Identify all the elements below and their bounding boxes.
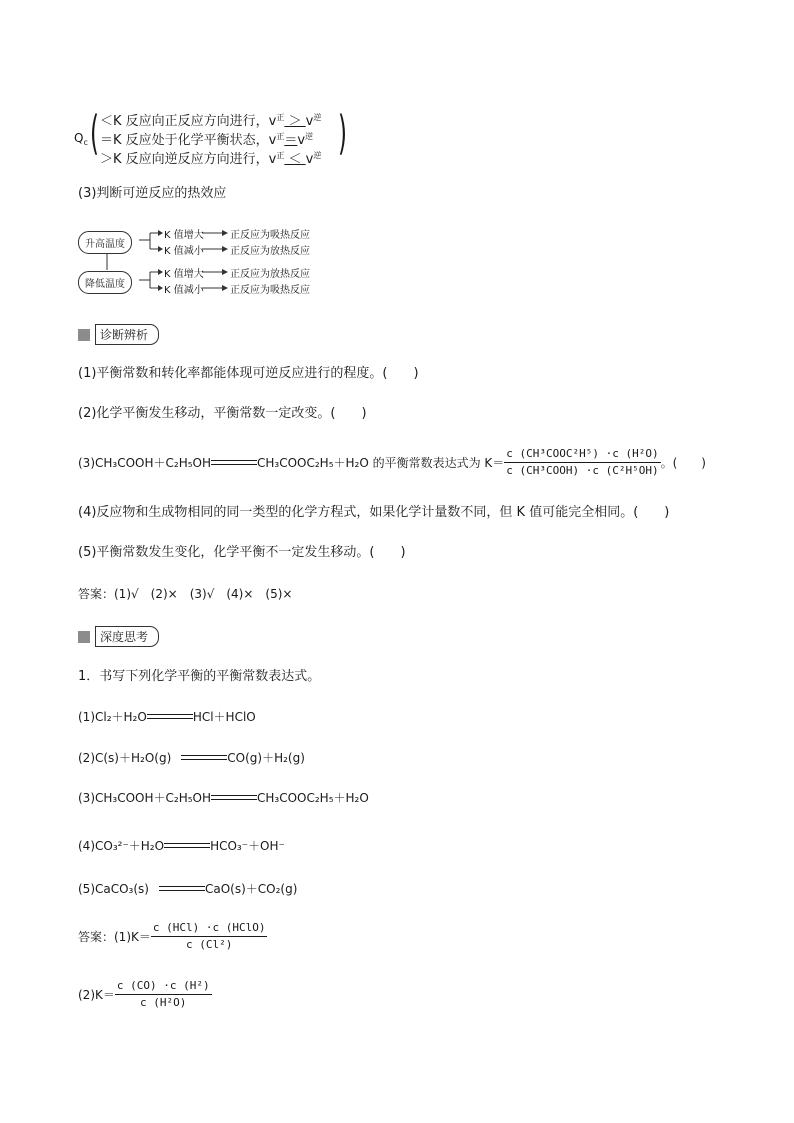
answer-line: 答案：(1)√ (2)× (3)√ (4)× (5)×	[78, 587, 293, 601]
equation-4: (4)CO₃²⁻＋H₂O HCO₃⁻＋OH⁻	[78, 839, 285, 853]
qc-symbol: $Q_c$	[74, 131, 88, 147]
temperature-diagram	[78, 222, 338, 300]
deep-thinking-label: 深度思考	[95, 626, 159, 647]
question-5: (5)平衡常数发生变化，化学平衡不一定发生移动。( )	[78, 545, 406, 560]
qc-line-2: ＝K 反应处于化学平衡状态，$v^正=v^逆$	[100, 132, 314, 148]
equation-5: (5)CaCO₃(s) CaO(s)＋CO₂(g)	[78, 882, 298, 896]
qc-left-brace: (	[90, 106, 99, 160]
diagnosis-label: 诊断辨析	[95, 324, 159, 345]
deep-thinking-section-tag	[78, 626, 159, 647]
k-increase-1: K 值增大	[164, 230, 204, 241]
result-2: 正反应为放热反应	[230, 246, 310, 257]
section-square-icon	[78, 631, 90, 643]
result-3: 正反应为放热反应	[230, 269, 310, 280]
equation-3: (3)CH₃COOH＋C₂H₅OH CH₃COOC₂H₅＋H₂O	[78, 791, 369, 805]
section3-title: (3)判断可逆反应的热效应	[78, 186, 227, 201]
result-1: 正反应为吸热反应	[230, 230, 310, 241]
equilibrium-arrow	[211, 793, 257, 803]
question-3: (3)CH₃COOH＋C₂H₅OH CH₃COOC₂H₅＋H₂O 的平衡常数表达式为 K＝ $\frac{\text{c (CH³COOC²H⁵) ·c (H²O)}}{\text{c (CH³COOH) ·c (C²H⁵OH)}}$ 。( )	[78, 447, 706, 477]
k-increase-2: K 值增大	[164, 269, 204, 280]
answer-2: (2)K＝ $\frac{\text{c (CO) ·c (H²)}}{\text{c (H²O)}}$	[78, 979, 210, 1009]
question-2: (2)化学平衡发生移动，平衡常数一定改变。( )	[78, 406, 367, 421]
task-1: 1．书写下列化学平衡的平衡常数表达式。	[78, 669, 321, 684]
k-expression-answer-2: $\frac{\text{c (CO) ·c (H²)}}{\text{c (H²O)}}$	[116, 979, 210, 1009]
qc-line-1: ＜K 反应向正反应方向进行，$v^正 > v^逆$	[100, 113, 322, 129]
lower-temp-pill: 降低温度	[78, 271, 132, 294]
equilibrium-arrow	[181, 753, 227, 763]
diagnosis-section-tag	[78, 324, 159, 345]
raise-temp-pill: 升高温度	[78, 231, 132, 254]
equation-2: (2)C(s)＋H₂O(g) CO(g)＋H₂(g)	[78, 751, 305, 765]
result-4: 正反应为吸热反应	[230, 285, 310, 296]
answer-1: 答案：(1)K＝ $\frac{\text{c (HCl) ·c (HClO)}}{\text{c (Cl²)}}$	[78, 921, 266, 951]
qc-right-brace: )	[338, 106, 347, 160]
qc-line-3: ＞K 反应向逆反应方向进行，$v^正 < v^逆$	[100, 151, 322, 167]
k-expression-3: $\frac{\text{c (CH³COOC²H⁵) ·c (H²O)}}{\text{c (CH³COOH) ·c (C²H⁵OH)}}$	[506, 447, 659, 477]
section-square-icon	[78, 329, 90, 341]
equation-1: (1)Cl₂＋H₂O HCl＋HClO	[78, 710, 256, 724]
k-decrease-2: K 值减小	[164, 285, 204, 296]
equilibrium-arrow	[211, 458, 257, 468]
question-4: (4)反应物和生成物相同的同一类型的化学方程式，如果化学计量数不同，但 K 值可能完全相同。( )	[78, 505, 670, 520]
question-1: (1)平衡常数和转化率都能体现可逆反应进行的程度。( )	[78, 366, 419, 381]
equilibrium-arrow	[147, 712, 193, 722]
equilibrium-arrow	[164, 841, 210, 851]
k-decrease-1: K 值减小	[164, 246, 204, 257]
k-expression-answer-1: $\frac{\text{c (HCl) ·c (HClO)}}{\text{c (Cl²)}}$	[152, 921, 266, 951]
equilibrium-arrow	[159, 884, 205, 894]
qc-block	[74, 108, 354, 170]
